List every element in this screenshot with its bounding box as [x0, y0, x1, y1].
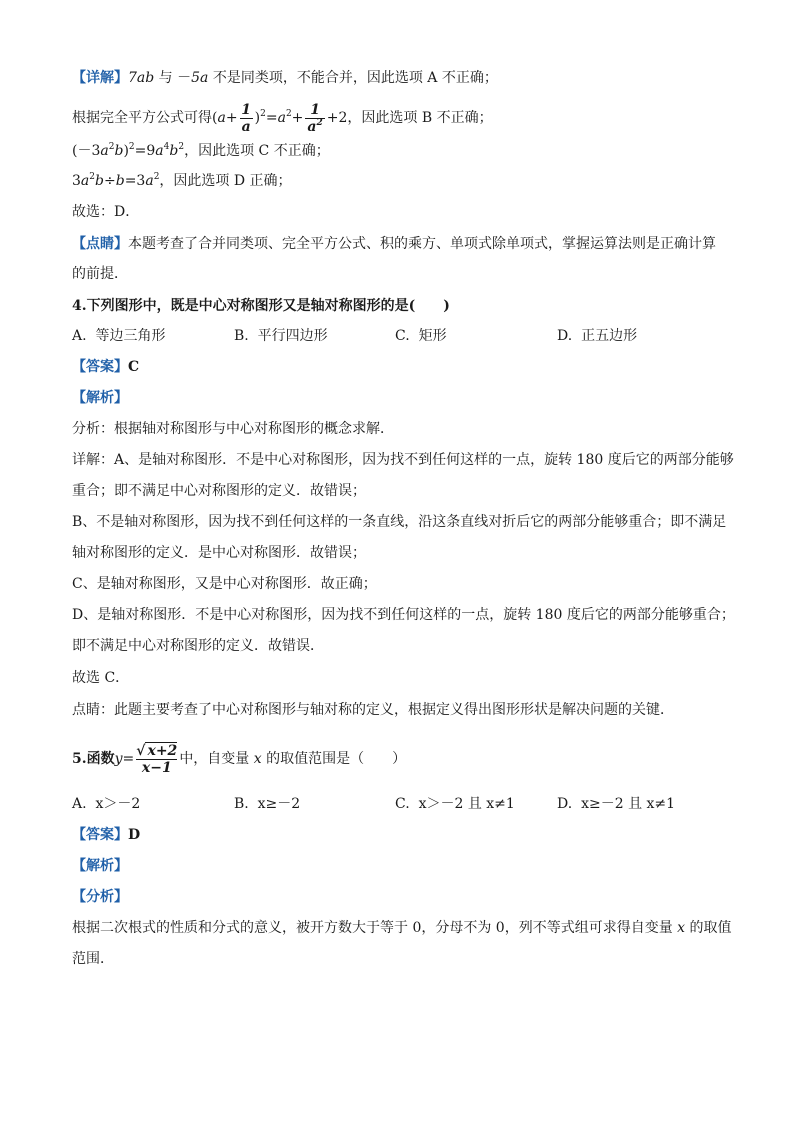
dianjing-tag: 【点睛】 [72, 236, 128, 252]
q5-answer [72, 824, 722, 846]
term-7ab: 7ab [128, 70, 155, 86]
q5-question: 5.函数y= $\frac{√ x+2}{x-1}$ 中，自变量 x 的取值范围是（ ） [72, 742, 407, 776]
q5-option-d: D. x≥－2 且 x≠1 [557, 796, 676, 812]
q4-option-d: D. 正五边形 [557, 328, 638, 344]
q4-detail-a1: 详解：A、是轴对称图形．不是中心对称图形，因为找不到任何这样的一点，旋转 180 度后它的两部分能够 [72, 452, 734, 468]
q3-dianjing-line1: 【点睛】本题考查了合并同类项、完全平方公式、积的乘方、单项式除单项式，掌握运算法则是正确计算 [72, 236, 716, 252]
q5-option-a: A. x＞－2 [72, 796, 141, 812]
q3-line4-text: 因此选项 D 正确； [173, 173, 292, 189]
jiexi-tag: 【解析】 [72, 858, 128, 874]
q3-line2-text-b: 因此选项 B 不正确； [361, 110, 493, 126]
q4-option-c: C. 矩形 [395, 328, 447, 344]
q3-line2-text-a: 根据完全平方公式可得 [72, 110, 212, 126]
q4-detail-b1: B、不是轴对称图形，因为找不到任何这样的一条直线，沿这条直线对折后它的两部分能够重合；即不满足 [72, 514, 727, 530]
q4-guxuan: 故选 C． [72, 670, 130, 686]
fraction-1-over-a: $\frac{1}{a}$ [241, 101, 251, 135]
answer-value: C [128, 359, 140, 375]
q3-xiangjie-text: 不是同类项，不能合并，因此选项 A 不正确； [212, 70, 498, 86]
q5-option-b: B. x≥－2 [234, 796, 301, 812]
q4-detail-d2: 即不满足中心对称图形的定义．故错误． [72, 638, 324, 654]
q4-detail-a2: 重合；即不满足中心对称图形的定义．故错误； [72, 483, 366, 499]
q4-option-a: A. 等边三角形 [72, 328, 166, 344]
q5-options [72, 793, 722, 815]
q4-options [72, 325, 722, 347]
q3-xiangjie-line: 【详解】7ab 与 －5a 不是同类项，不能合并，因此选项 A 不正确； [72, 70, 498, 86]
xiangjie-tag: 【详解】 [72, 70, 128, 86]
q5-option-c: C. x＞－2 且 x≠1 [395, 796, 515, 812]
q5-fenxi-line1: 根据二次根式的性质和分式的意义，被开方数大于等于 0，分母不为 0，列不等式组可求得自变量 x 的取值 [72, 920, 732, 936]
q3-line3: $(-3a^2b)^2=9a^4b^2$，因此选项 C 不正确； [72, 142, 330, 159]
q4-option-b: B. 平行四边形 [234, 328, 328, 344]
q3-dianjing-line2: 的前提． [72, 266, 128, 282]
function-fraction: $\frac{√ x+2}{x-1}$ [136, 742, 178, 776]
q4-answer [72, 356, 722, 378]
fraction-1-over-a2: $\frac{1}{a^2}$ [307, 101, 323, 135]
q5-fenxi-line2: 范围． [72, 951, 114, 967]
q4-jiexi [72, 387, 722, 409]
q4-detail-b2: 轴对称图形的定义．是中心对称图形．故错误； [72, 545, 366, 561]
q4-dianjing: 点睛：此题主要考查了中心对称图形与轴对称的定义，根据定义得出图形形状是解决问题的关键． [72, 702, 674, 718]
answer-value: D [128, 827, 141, 843]
q5-jiexi [72, 855, 722, 877]
q3-line4: $3a^2b\div b=3a^2$，因此选项 D 正确； [72, 172, 292, 189]
q3-line3-text: 因此选项 C 不正确； [198, 143, 330, 159]
fenxi-tag: 【分析】 [72, 889, 128, 905]
q5-fenxi-tag-line [72, 886, 722, 908]
q4-detail-d1: D、是轴对称图形．不是中心对称图形，因为找不到任何这样的一点，旋转 180 度后它的两部分能够重合； [72, 607, 735, 623]
q4-question: 4.下列图形中，既是中心对称图形又是轴对称图形的是( ) [72, 298, 450, 314]
jiexi-tag: 【解析】 [72, 390, 128, 406]
q4-fenxi: 分析：根据轴对称图形与中心对称图形的概念求解． [72, 421, 394, 437]
q3-line2: 根据完全平方公式可得(a+ $\frac{1}{a}$ )$^2=a^2+$ $\frac{1}{a^2}$ +2，因此选项 B 不正确； [72, 101, 493, 135]
answer-tag: 【答案】 [72, 359, 128, 375]
q4-detail-c: C、是轴对称图形，又是中心对称图形．故正确； [72, 576, 377, 592]
answer-tag: 【答案】 [72, 827, 128, 843]
q3-answer-line: 故选：D． [72, 204, 140, 220]
